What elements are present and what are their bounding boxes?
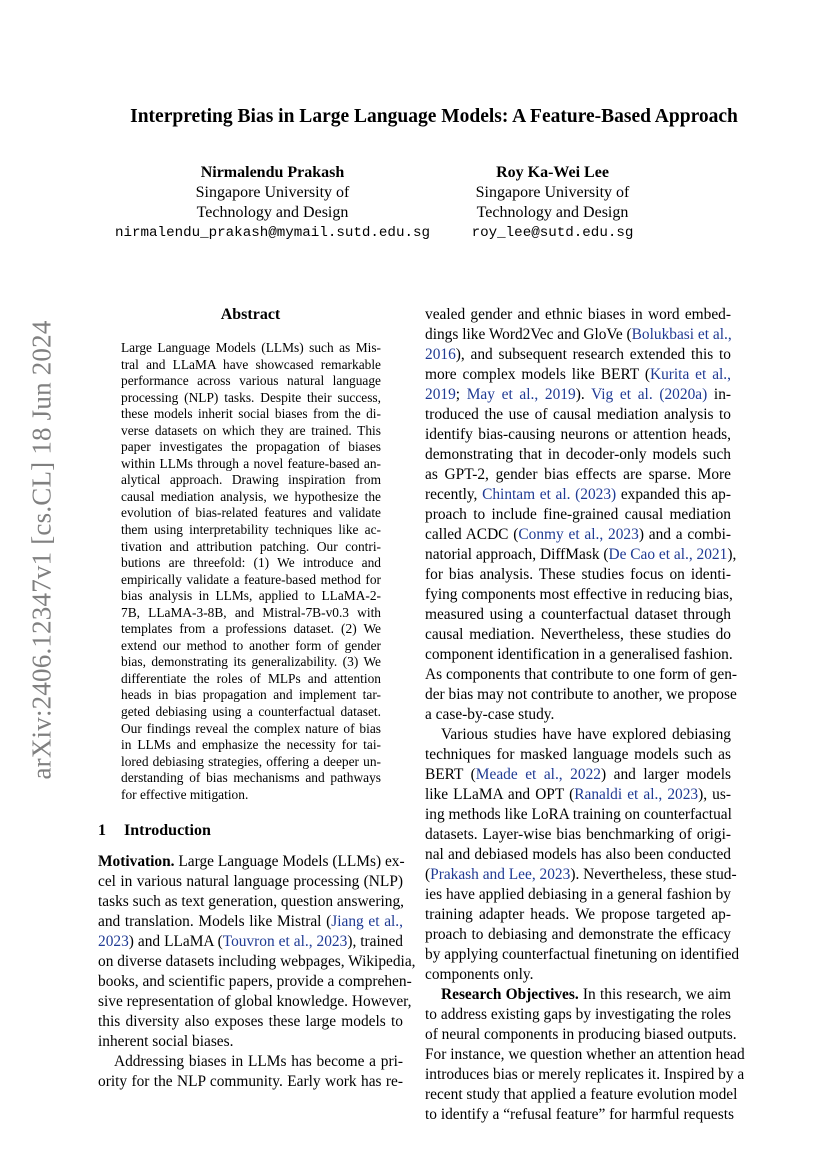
abstract-line: processing (NLP) tasks. Despite their success, <box>121 389 381 405</box>
citation-link[interactable]: Bolukbasi et al., <box>631 326 732 343</box>
paragraph-line: on diverse datasets including webpages, Wikipedia, <box>98 953 416 970</box>
author-affiliation-line2: Technology and Design <box>476 204 629 221</box>
text-run: in- <box>707 386 732 403</box>
abstract-line: templates from a professions dataset. (2) We <box>121 621 381 637</box>
paragraph-line: der bias may not contribute to another, we propose <box>425 686 737 703</box>
paragraph-line: demonstrating that in decoder-only models such <box>425 446 731 463</box>
citation-link[interactable]: Conmy et al., 2023 <box>518 526 639 543</box>
text-run: ). Nevertheless, these stud- <box>570 866 737 883</box>
paragraph-line <box>425 385 731 405</box>
abstract-line: empirically validate a feature-based method for <box>121 571 381 587</box>
text-run: and translation. Models like Mistral ( <box>98 913 332 930</box>
paragraph-line: books, and scientific papers, provide a comprehen- <box>98 973 412 990</box>
paragraph-line <box>425 985 731 1005</box>
paragraph-line: recent study that applied a feature evolution model <box>425 1086 738 1103</box>
text-run: recently, <box>425 486 483 503</box>
paragraph-line: to identify a “refusal feature” for harmful requests <box>425 1106 734 1123</box>
abstract-line: performance across various natural language <box>121 373 381 389</box>
abstract-line: in LLMs and emphasize the necessity for tai- <box>121 737 381 753</box>
citation-link[interactable]: 2019 <box>425 386 456 403</box>
paragraph-line: ority for the NLP community. Early work has re- <box>98 1073 403 1090</box>
text-run: natorial approach, DiffMask ( <box>425 546 609 563</box>
motivation-label: Motivation. <box>98 853 175 870</box>
abstract-line: for effective mitigation. <box>121 786 249 802</box>
paragraph-line: As components that contribute to one form of gen- <box>425 666 738 683</box>
citation-link[interactable]: Prakash and Lee, 2023 <box>430 866 571 883</box>
paragraph-line <box>98 932 403 952</box>
left-column-body <box>98 852 416 1092</box>
text-run: expanded this ap- <box>616 486 731 503</box>
paragraph-line: proach to include fine-grained causal mediation <box>425 506 731 523</box>
paragraph-line: proach to debiasing and demonstrate the efficacy <box>425 926 731 943</box>
paragraph-line: vealed gender and ethnic biases in word embed- <box>425 306 731 323</box>
text-run: ), and subsequent research extended this to <box>455 346 731 363</box>
paragraph-line: for bias analysis. These studies focus on identi- <box>425 566 731 583</box>
paragraph-line <box>425 485 731 505</box>
paragraph-line: datasets. Layer-wise bias benchmarking of origi- <box>425 826 731 843</box>
paragraph-line: by applying counterfactual finetuning on identified <box>425 946 740 963</box>
paragraph-line: Various studies have have explored debiasing <box>441 726 731 743</box>
abstract-line: geted debiasing using a counterfactual dataset. <box>121 704 381 720</box>
abstract-line: 7B, LLaMA-3-8B, and Mistral-7B-v0.3 with <box>121 604 381 620</box>
author-block-prakash <box>110 163 435 243</box>
paragraph-line: to address existing gaps by investigating the roles <box>425 1006 731 1023</box>
abstract-line: tivation and attribution patching. Our contri- <box>121 538 381 554</box>
paragraph-line: a case-by-case study. <box>425 706 555 723</box>
paragraph-line: components only. <box>425 966 534 983</box>
paragraph-line: Addressing biases in LLMs has become a pri- <box>114 1053 403 1070</box>
author-affiliation-line1: Singapore University of <box>475 184 630 201</box>
text-run: ), <box>727 546 737 563</box>
abstract-line: them using interpretability techniques like ac- <box>121 522 381 538</box>
text-run: ; <box>455 386 467 403</box>
abstract-line: alytical approach. Drawing inspiration from <box>121 472 381 488</box>
citation-link[interactable]: May et al., 2019 <box>466 386 576 403</box>
paragraph-line <box>425 325 731 345</box>
abstract-line: differentiate the roles of MLPs and attention <box>121 670 381 686</box>
text-run: ), us- <box>698 786 731 803</box>
paragraph-line: as GPT-2, gender bias effects are sparse. More <box>425 466 731 483</box>
abstract-line: derstanding of bias mechanisms and pathways <box>121 770 381 786</box>
text-run: ), trained <box>347 933 403 950</box>
paragraph-line <box>425 345 731 365</box>
paragraph-line: training adapter heads. We propose targeted ap- <box>425 906 731 923</box>
paragraph-line <box>425 525 731 545</box>
paragraph-line <box>98 912 403 932</box>
abstract-line: evolution of bias-related features and validate <box>121 505 381 521</box>
citation-link[interactable]: Touvron et al., 2023 <box>222 933 348 950</box>
paragraph-line: troduced the use of causal mediation analysis to <box>425 406 731 423</box>
paragraph-line: measured using a counterfactual dataset through <box>425 606 731 623</box>
paragraph-line: cel in various natural language processing (NLP) <box>98 873 403 890</box>
paragraph-line: For instance, we question whether an attention head <box>425 1046 745 1063</box>
section-title: Introduction <box>124 822 211 839</box>
paragraph-line: identify bias-causing neurons or attention heads, <box>425 426 731 443</box>
citation-link[interactable]: Vig et al. (2020a) <box>591 386 708 403</box>
abstract-line: tral and LLaMA have showcased remarkable <box>121 356 381 372</box>
abstract-line: extend our method to another form of gender <box>121 637 381 653</box>
author-email: roy_lee@sutd.edu.sg <box>471 225 634 241</box>
right-column-body <box>425 305 745 1125</box>
abstract-heading: Abstract <box>220 306 281 323</box>
abstract-line: paper investigates the propagation of biases <box>121 439 381 455</box>
citation-link[interactable]: Meade et al., 2022 <box>475 766 601 783</box>
text-run: Large Language Models (LLMs) ex- <box>174 853 405 870</box>
paragraph-line: nal and debiased models has also been conducted <box>425 846 731 863</box>
paragraph-line: component identification in a generalised fashion. <box>425 646 733 663</box>
research-objectives-label: Research Objectives. <box>441 986 579 1003</box>
text-run: ). <box>575 386 592 403</box>
arxiv-identifier: arXiv:2406.12347v1 [cs.CL] 18 Jun 2024 <box>26 320 57 780</box>
citation-link[interactable]: Jiang et al., <box>331 913 403 930</box>
text-run: ) and a combi- <box>638 526 731 543</box>
author-email: nirmalendu_prakash@mymail.sutd.edu.sg <box>114 225 430 241</box>
section-heading-introduction <box>98 822 211 840</box>
citation-link[interactable]: 2023 <box>98 933 129 950</box>
section-number: 1 <box>98 822 106 839</box>
abstract-line: bias, demonstrating its generalizability. (3) We <box>121 654 381 670</box>
author-block-lee <box>440 163 665 243</box>
paragraph-line: introduces bias or merely replicates it. Inspired by a <box>425 1066 745 1083</box>
paragraph-line: sive representation of global knowledge. However, <box>98 993 412 1010</box>
text-run: more complex models like BERT ( <box>425 366 650 383</box>
citation-link[interactable]: 2016 <box>425 346 456 363</box>
text-run: ) and larger models <box>600 766 731 783</box>
text-run: BERT ( <box>425 766 476 783</box>
paragraph-line: ies have applied debiasing in a general fashion by <box>425 886 732 903</box>
author-affiliation-line2: Technology and Design <box>196 204 349 221</box>
paragraph-line <box>425 365 731 385</box>
citation-link[interactable]: Kurita et al., <box>649 366 731 383</box>
abstract-line: within LLMs through a novel feature-based an- <box>121 455 381 471</box>
paragraph-line: fying components most effective in reducing bias, <box>425 586 733 603</box>
abstract-line: Our findings reveal the complex nature of bias <box>121 720 381 736</box>
abstract-line: lored debiasing strategies, offering a deeper un- <box>121 753 381 769</box>
citation-link[interactable]: Ranaldi et al., 2023 <box>574 786 699 803</box>
author-affiliation-line1: Singapore University of <box>195 184 350 201</box>
paragraph-line <box>98 852 403 872</box>
text-run: called ACDC ( <box>425 526 519 543</box>
paragraph-line: of neural components in producing biased outputs. <box>425 1026 737 1043</box>
text-run: In this research, we aim <box>578 986 731 1003</box>
abstract-line: heads in bias propagation and implement tar- <box>121 687 381 703</box>
author-name: Nirmalendu Prakash <box>200 164 345 181</box>
text-run: dings like Word2Vec and GloVe ( <box>425 326 632 343</box>
paragraph-line: techniques for masked language models such as <box>425 746 731 763</box>
paragraph-line: ing methods like LoRA training on counterfactual <box>425 806 732 823</box>
abstract-line: bias analysis in LLMs, applied to LLaMA-2- <box>121 588 381 604</box>
paragraph-line: this diversity also exposes these large models to <box>98 1013 403 1030</box>
paragraph-line <box>425 785 731 805</box>
citation-link[interactable]: De Cao et al., 2021 <box>608 546 728 563</box>
abstract-line: butions are threefold: (1) We introduce and <box>121 555 381 571</box>
text-run: ) and LLaMA ( <box>128 933 223 950</box>
paragraph-line <box>425 865 737 885</box>
author-name: Roy Ka-Wei Lee <box>496 164 609 181</box>
arxiv-sidebar <box>22 250 62 850</box>
abstract-line: causal mediation analysis, we hypothesize the <box>121 488 381 504</box>
paper-title: Interpreting Bias in Large Language Models: A Feature-Based Approach <box>130 106 738 127</box>
abstract-line: verse datasets on which they are trained. This <box>121 422 381 438</box>
paragraph-line: causal mediation. Nevertheless, these studies do <box>425 626 731 643</box>
citation-link[interactable]: Chintam et al. (2023) <box>482 486 617 503</box>
paragraph-line <box>425 545 737 565</box>
paragraph-line: tasks such as text generation, question answering, <box>98 893 405 910</box>
text-run: ( <box>425 866 431 883</box>
abstract-line: Large Language Models (LLMs) such as Mis- <box>121 340 381 355</box>
abstract-body <box>121 340 381 803</box>
abstract-line: these models inherit social biases from the di- <box>121 406 381 422</box>
paragraph-line <box>425 765 731 785</box>
text-run: like LLaMA and OPT ( <box>425 786 575 803</box>
paragraph-line: inherent social biases. <box>98 1033 234 1050</box>
